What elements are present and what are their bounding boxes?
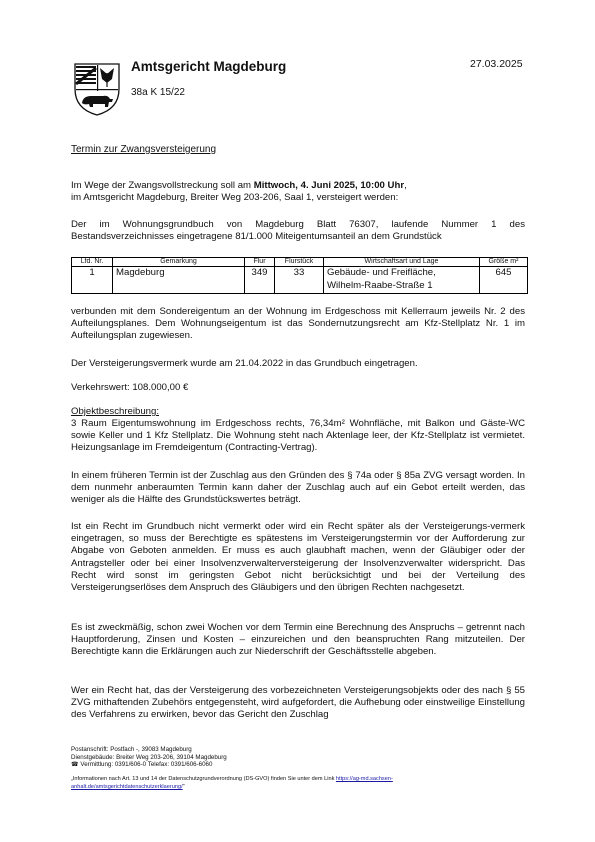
object-description-text: 3 Raum Eigentumswohnung im Erdgeschoss rechts, 76,34m² Wohnfläche, mit Balkon und Gäste-WC sowie Keller und 1 Kfz Stellplatz. Die Wohnung steht nach Aktenlage leer, der Kfz-Stellplatz ist vermietet. Heizungsanlage im Fremdeigentum (Contracting-Vertrag). [71,418,525,454]
table-row [72,267,528,294]
rights-paragraph: Ist ein Recht im Grundbuch nicht vermerkt oder wird ein Recht später als der Versteigerungs-vermerk eingetragen, so muss der Berechtigte es spätestens im Versteigerungstermin vor der Aufforderung zur Abgabe von Geboten anmelden. Er muss es auch glaubhaft machen, wenn der Gläubiger oder der Antragsteller oder bei einer Insolvenzverwalterversteigerung der Insolvenzverwalter widerspricht. Das Recht wird sonst im geringsten Gebot nicht berücksichtigt und bei der Verteilung des Versteigerungserlöses dem Anspruch des Gläubigers und den übrigen Rechten nachgesetzt. [71,521,525,594]
column-header: Flur [245,258,275,267]
cell-groesse: 645 [480,267,528,294]
case-reference: 38a K 15/22 [131,87,185,98]
column-header: Wirtschaftsart und Lage [324,258,480,267]
privacy-notice: „Informationen nach Art. 13 und 14 der Datenschutzgrundverordnung (DS-GVO) finden Sie unter dem Link https://ag-md.sachsen- anhalt.de/amtsgerichtdatenschutzerklaerung/" [71,776,393,790]
auction-date-paragraph: Im Wege der Zwangsvollstreckung soll am Mittwoch, 4. Juni 2025, 10:00 Uhr, im Amtsgericht Magdeburg, Breiter Weg 203-206, Saal 1, versteigert werden: [71,180,407,204]
building-address: Dienstgebäude: Breiter Weg 203-206, 39104 Magdeburg [71,753,227,761]
document-date: 27.03.2025 [470,58,523,70]
cell-flurstueck: 33 [275,267,324,294]
zuschlag-paragraph: In einem früheren Termin ist der Zuschlag aus den Gründen des § 74a oder § 85a ZVG versagt worden. In dem nunmehr anberaumten Termin kann daher der Zuschlag auch auf ein Gebot erteilt werden, das weniger als die Hälfte des Grundstückswertes beträgt. [71,470,525,506]
court-name: Amtsgericht Magdeburg [131,59,287,74]
cell-lage: Gebäude- und Freifläche, Wilhelm-Raabe-Straße 1 [324,267,480,294]
cell-nr: 1 [72,267,113,294]
phone-info: ☎ Vermittlung: 0391/606-0 Telefax: 0391/606-6060 [71,761,213,769]
property-description-paragraph: Der im Wohnungsgrundbuch von Magdeburg Blatt 76307, laufende Nummer 1 des Bestandsverzeichnisses eingetragene 81/1.000 Miteigentumsanteil an dem Grundstück [71,219,525,243]
privacy-link[interactable]: https://ag-md.sachsen- [335,776,393,782]
table-header-row [72,258,528,267]
auction-location: im Amtsgericht Magdeburg, Breiter Weg 203-206, Saal 1, versteigert werden: [71,192,399,204]
vermerk-paragraph: Der Versteigerungsvermerk wurde am 21.04.2022 in das Grundbuch eingetragen. [71,358,418,369]
cell-gemarkung: Magdeburg [113,267,245,294]
footer-contact [71,746,227,769]
column-header: Gemarkung [113,258,245,267]
column-header: Flurstück [275,258,324,267]
claims-paragraph: Es ist zweckmäßig, schon zwei Wochen vor dem Termin eine Berechnung des Anspruchs – getrennt nach Hauptforderung, Zinsen und Kosten – einzureichen und den beanspruchten Rang mitzuteilen. Der Berechtigte kann die Erklärungen auch zur Niederschrift der Geschäftsstelle abgeben. [71,622,525,658]
objection-paragraph: Wer ein Recht hat, das der Versteigerung des vorbezeichneten Versteigerungsobjekts oder des nach § 55 ZVG mithaftenden Zubehörs entgegensteht, wird aufgefordert, die Aufhebung oder einstweilige Einstellung des Verfahrens zu erwirken, bevor das Gericht den Zuschlag [71,685,525,721]
column-header: Größe m² [480,258,528,267]
postal-address: Postanschrift: Postfach -, 39083 Magdeburg [71,746,192,753]
market-value: Verkehrswert: 108.000,00 € [71,382,189,393]
column-header: Lfd. Nr. [72,258,113,267]
property-table [71,257,528,294]
sondereigentum-paragraph: verbunden mit dem Sondereigentum an der Wohnung im Erdgeschoss mit Kellerraum jeweils Nr. 2 des Aufteilungsplanes. Dem Wohnungseigentum ist das Sondernutzungsrecht am Kfz-Stellplatz Nr. 1 im Aufteilungsplan zugewiesen. [71,306,525,342]
page-title: Termin zur Zwangsversteigerung [71,144,217,155]
auction-datetime: Mittwoch, 4. Juni 2025, 10:00 Uhr [253,180,405,191]
privacy-link-continued[interactable]: anhalt.de/amtsgerichtdatenschutzerklaerung/ [71,784,183,790]
object-description-heading: Objektbeschreibung: [71,406,159,417]
cell-flur: 349 [245,267,275,294]
auction-intro-text: Im Wege der Zwangsvollstreckung soll am [71,180,254,191]
coat-of-arms-logo [71,59,123,117]
